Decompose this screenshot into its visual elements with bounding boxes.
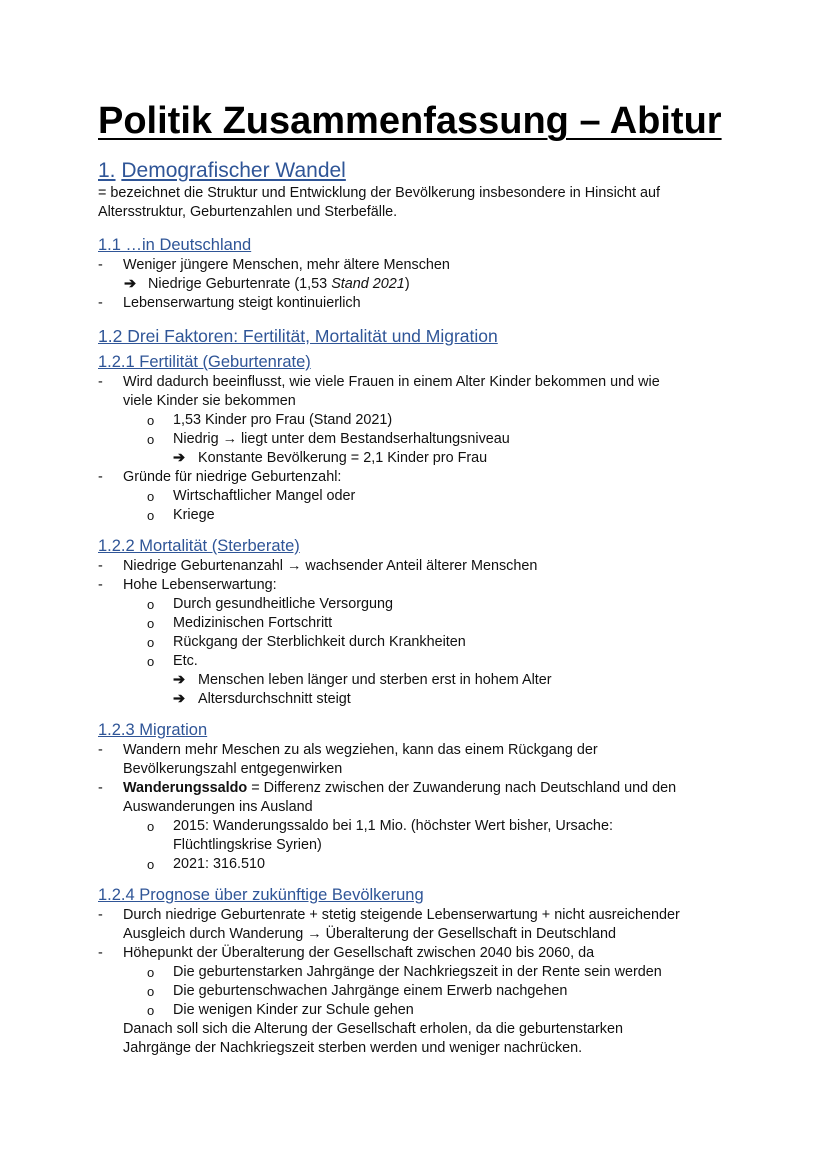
subsection-heading-1-2: 1.2 Drei Faktoren: Fertilität, Mortalität und Migration: [98, 326, 498, 346]
bullet-icon: o: [147, 508, 155, 523]
subsection-heading-1-2-4: 1.2.4 Prognose über zukünftige Bevölkerung: [98, 886, 424, 904]
document-page: [98, 98, 738, 1058]
bullet-icon: o: [147, 616, 155, 631]
list-item: - Hohe Lebenserwartung:: [98, 576, 738, 595]
arrow-icon: ➔: [173, 672, 186, 688]
bullet-icon: o: [147, 654, 155, 669]
section-heading-1: [98, 158, 738, 184]
list-item: - Durch niedrige Geburtenrate + stetig steigende Lebenserwartung + nicht ausreichender Ausgleich durch Wanderung → Überalterung der Gesellschaft in Deutschland: [98, 906, 738, 944]
term-bold: Wanderungssaldo: [123, 780, 248, 796]
list-item: - Wandern mehr Meschen zu als wegziehen, kann das einem Rückgang der Bevölkerungszahl entgegenwirken: [98, 741, 738, 779]
bullet-icon: o: [147, 984, 155, 999]
section-title: Demografischer Wandel: [121, 159, 346, 182]
arrow-icon: ➔: [173, 450, 186, 466]
bullet-item: o Etc.: [147, 653, 198, 669]
bullet-item: o Kriege: [147, 507, 215, 523]
bullet-icon: o: [147, 413, 155, 428]
bullet-item: o Niedrig → liegt unter dem Bestandserhaltungsniveau: [147, 431, 510, 447]
closing-paragraph: Danach soll sich die Alterung der Gesellschaft erholen, da die geburtenstarken Jahrgänge der Nachkriegszeit sterben werden und weniger nachrücken.: [123, 1021, 623, 1056]
list-item: - Höhepunkt der Überalterung der Gesellschaft zwischen 2040 bis 2060, da: [98, 944, 738, 963]
section-number: 1.: [98, 159, 116, 182]
bullet-item: o Die wenigen Kinder zur Schule gehen: [147, 1002, 414, 1018]
list-item: - Wird dadurch beeinflusst, wie viele Frauen in einem Alter Kinder bekommen und wie viele Kinder sie bekommen: [98, 373, 738, 411]
subsection-heading-1-2-1: 1.2.1 Fertilität (Geburtenrate): [98, 353, 311, 371]
arrow-item: ➔ Konstante Bevölkerung = 2,1 Kinder pro Frau: [173, 450, 488, 466]
subsection-heading-1-2-2: 1.2.2 Mortalität (Sterberate): [98, 537, 300, 555]
bullet-item: o Wirtschaftlicher Mangel oder: [147, 488, 356, 504]
list-item: - Lebenserwartung steigt kontinuierlich: [98, 294, 738, 313]
page-title: Politik Zusammenfassung – Abitur: [98, 100, 722, 142]
list-item: - Gründe für niedrige Geburtenzahl:: [98, 468, 738, 487]
list-item: - Niedrige Geburtenanzahl → wachsender Anteil älterer Menschen: [98, 557, 738, 576]
bullet-icon: o: [147, 965, 155, 980]
list-item: - Weniger jüngere Menschen, mehr ältere Menschen: [98, 256, 738, 275]
bullet-item: o Die geburtenschwachen Jahrgänge einem Erwerb nachgehen: [147, 983, 568, 999]
bullet-item: o Rückgang der Sterblichkeit durch Krankheiten: [147, 634, 466, 650]
bullet-item: o 2015: Wanderungssaldo bei 1,1 Mio. (höchster Wert bisher, Ursache: Flüchtlingskrise Syrien): [147, 818, 613, 853]
arrow-item: ➔ Altersdurchschnitt steigt: [173, 691, 351, 707]
arrow-item: ➔ Niedrige Geburtenrate (1,53 Stand 2021): [124, 276, 410, 292]
definition-text: = bezeichnet die Struktur und Entwicklung der Bevölkerung insbesondere in Hinsicht auf Altersstruktur, Geburtenzahlen und Sterbefälle.: [98, 185, 660, 220]
bullet-icon: o: [147, 597, 155, 612]
bullet-icon: o: [147, 819, 155, 834]
arrow-item: ➔ Menschen leben länger und sterben erst in hohem Alter: [173, 672, 552, 688]
bullet-icon: o: [147, 432, 155, 447]
bullet-item: o 1,53 Kinder pro Frau (Stand 2021): [147, 412, 393, 428]
bullet-icon: o: [147, 635, 155, 650]
bullet-icon: o: [147, 489, 155, 504]
subsection-heading-1-1: 1.1 …in Deutschland: [98, 236, 252, 254]
bullet-item: o Durch gesundheitliche Versorgung: [147, 596, 393, 612]
bullet-item: o Die geburtenstarken Jahrgänge der Nachkriegszeit in der Rente sein werden: [147, 964, 662, 980]
bullet-icon: o: [147, 857, 155, 872]
arrow-icon: ➔: [124, 276, 137, 292]
bullet-item: o Medizinischen Fortschritt: [147, 615, 333, 631]
bullet-icon: o: [147, 1003, 155, 1018]
arrow-icon: ➔: [173, 691, 186, 707]
list-item: - Wanderungssaldo = Differenz zwischen der Zuwanderung nach Deutschland und den Auswanderungen ins Ausland: [98, 779, 738, 817]
subsection-heading-1-2-3: 1.2.3 Migration: [98, 721, 208, 739]
bullet-item: o 2021: 316.510: [147, 856, 266, 872]
